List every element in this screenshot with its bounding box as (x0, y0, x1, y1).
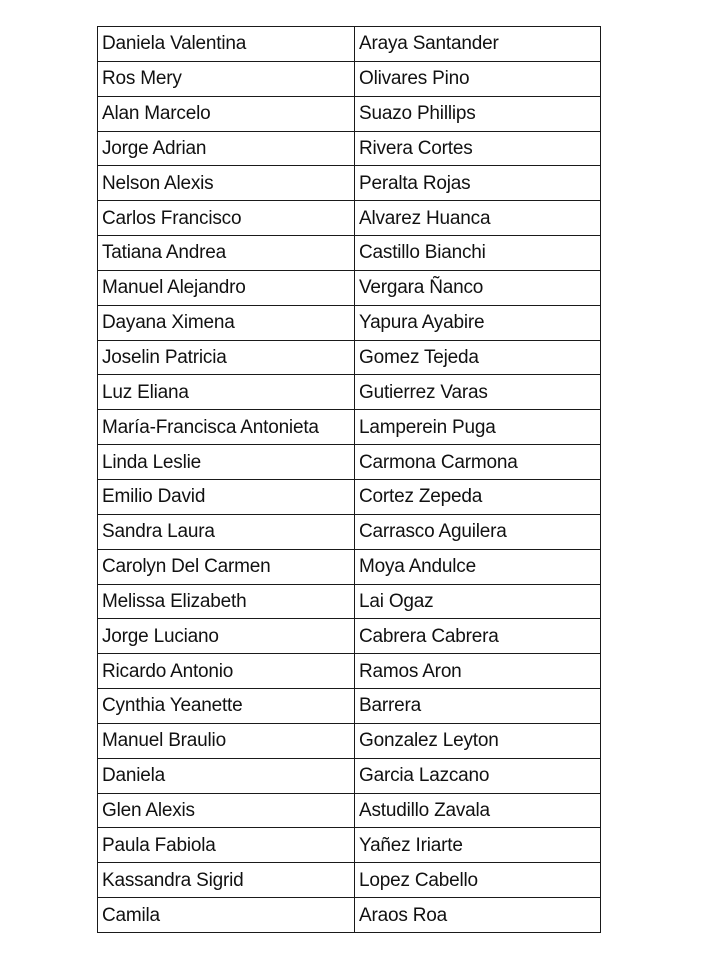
last-name-cell: Lamperein Puga (355, 410, 601, 445)
last-name-cell: Suazo Phillips (355, 96, 601, 131)
table-row (98, 166, 601, 201)
table-row (98, 61, 601, 96)
table-row (98, 270, 601, 305)
last-name-cell: Peralta Rojas (355, 166, 601, 201)
table-row (98, 305, 601, 340)
first-name-cell: Carolyn Del Carmen (98, 549, 355, 584)
last-name-cell: Yañez Iriarte (355, 828, 601, 863)
last-name-cell: Rivera Cortes (355, 131, 601, 166)
last-name-cell: Alvarez Huanca (355, 201, 601, 236)
table-row (98, 445, 601, 480)
last-name-cell: Castillo Bianchi (355, 236, 601, 271)
last-name-cell: Gutierrez Varas (355, 375, 601, 410)
table-row (98, 27, 601, 62)
first-name-cell: Jorge Luciano (98, 619, 355, 654)
table-row (98, 793, 601, 828)
first-name-cell: Sandra Laura (98, 514, 355, 549)
first-name-cell: Luz Eliana (98, 375, 355, 410)
table-row (98, 898, 601, 933)
first-name-cell: Linda Leslie (98, 445, 355, 480)
table-row (98, 410, 601, 445)
last-name-cell: Astudillo Zavala (355, 793, 601, 828)
last-name-cell: Ramos Aron (355, 654, 601, 689)
table-row (98, 96, 601, 131)
last-name-cell: Vergara Ñanco (355, 270, 601, 305)
last-name-cell: Araos Roa (355, 898, 601, 933)
table-row (98, 131, 601, 166)
first-name-cell: Ricardo Antonio (98, 654, 355, 689)
last-name-cell: Carrasco Aguilera (355, 514, 601, 549)
last-name-cell: Cortez Zepeda (355, 479, 601, 514)
table-row (98, 375, 601, 410)
table-row (98, 689, 601, 724)
names-table (97, 26, 601, 933)
last-name-cell: Lai Ogaz (355, 584, 601, 619)
last-name-cell: Moya Andulce (355, 549, 601, 584)
first-name-cell: Camila (98, 898, 355, 933)
table-row (98, 236, 601, 271)
last-name-cell: Yapura Ayabire (355, 305, 601, 340)
table-row (98, 201, 601, 236)
last-name-cell: Garcia Lazcano (355, 758, 601, 793)
first-name-cell: Nelson Alexis (98, 166, 355, 201)
table-row (98, 549, 601, 584)
first-name-cell: Tatiana Andrea (98, 236, 355, 271)
first-name-cell: Jorge Adrian (98, 131, 355, 166)
first-name-cell: Emilio David (98, 479, 355, 514)
first-name-cell: Melissa Elizabeth (98, 584, 355, 619)
last-name-cell: Lopez Cabello (355, 863, 601, 898)
first-name-cell: Paula Fabiola (98, 828, 355, 863)
names-table-body (98, 27, 601, 933)
last-name-cell: Olivares Pino (355, 61, 601, 96)
last-name-cell: Araya Santander (355, 27, 601, 62)
last-name-cell: Carmona Carmona (355, 445, 601, 480)
first-name-cell: Ros Mery (98, 61, 355, 96)
first-name-cell: Daniela Valentina (98, 27, 355, 62)
table-row (98, 828, 601, 863)
first-name-cell: Carlos Francisco (98, 201, 355, 236)
last-name-cell: Barrera (355, 689, 601, 724)
first-name-cell: Daniela (98, 758, 355, 793)
table-row (98, 584, 601, 619)
first-name-cell: Manuel Braulio (98, 723, 355, 758)
table-row (98, 863, 601, 898)
first-name-cell: Dayana Ximena (98, 305, 355, 340)
first-name-cell: Cynthia Yeanette (98, 689, 355, 724)
table-row (98, 654, 601, 689)
table-row (98, 619, 601, 654)
first-name-cell: María-Francisca Antonieta (98, 410, 355, 445)
table-row (98, 758, 601, 793)
last-name-cell: Gomez Tejeda (355, 340, 601, 375)
last-name-cell: Gonzalez Leyton (355, 723, 601, 758)
table-row (98, 479, 601, 514)
first-name-cell: Joselin Patricia (98, 340, 355, 375)
table-row (98, 340, 601, 375)
last-name-cell: Cabrera Cabrera (355, 619, 601, 654)
first-name-cell: Glen Alexis (98, 793, 355, 828)
table-row (98, 514, 601, 549)
first-name-cell: Alan Marcelo (98, 96, 355, 131)
table-row (98, 723, 601, 758)
first-name-cell: Manuel Alejandro (98, 270, 355, 305)
first-name-cell: Kassandra Sigrid (98, 863, 355, 898)
